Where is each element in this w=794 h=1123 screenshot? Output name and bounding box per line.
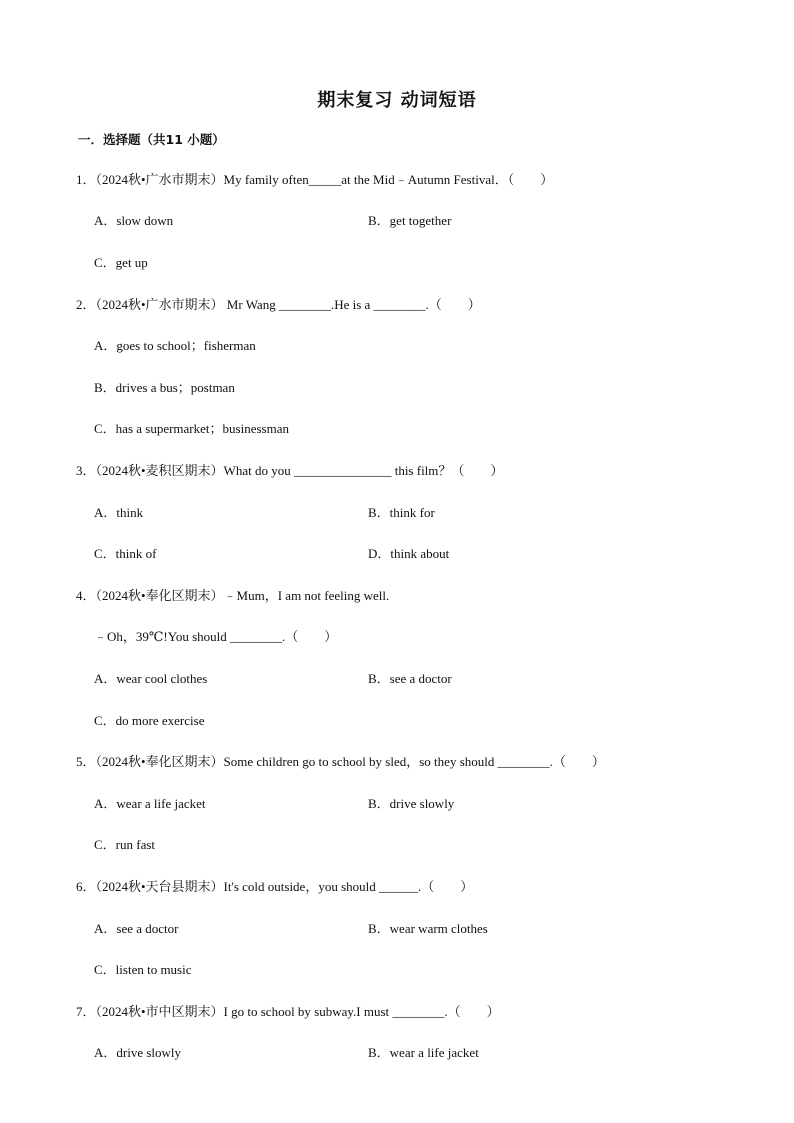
- q5-option-a: A．wear a life jacket: [94, 796, 206, 811]
- q5-option-c: C．run fast: [94, 837, 156, 852]
- q7-option-a: A．drive slowly: [94, 1045, 182, 1060]
- question-6: 6．（2024秋•天台县期末）It's cold outside，you should ______.（ ）: [76, 879, 474, 894]
- q3-option-d: D．think about: [368, 546, 450, 561]
- q3-option-c: C．think of: [94, 546, 157, 561]
- question-4-subline: ﹣Oh，39℃!You should ________.（ ）: [94, 629, 338, 644]
- question-7: 7．（2024秋•市中区期末）I go to school by subway.I must ________.（ ）: [76, 1004, 500, 1019]
- q7-option-b: B．wear a life jacket: [368, 1045, 479, 1060]
- q2-option-a: A．goes to school；fisherman: [94, 338, 256, 353]
- q1-option-b: B．get together: [368, 213, 452, 228]
- q6-option-a: A．see a doctor: [94, 921, 179, 936]
- question-4: 4．（2024秋•奉化区期末）﹣Mum，I am not feeling well.: [76, 588, 390, 603]
- q4-option-a: A．wear cool clothes: [94, 671, 208, 686]
- question-1: 1．（2024秋•广水市期末）My family often_____at the Mid﹣Autumn Festival．（ ）: [76, 172, 554, 187]
- q6-option-b: B．wear warm clothes: [368, 921, 488, 936]
- q3-option-b: B．think for: [368, 505, 435, 520]
- question-2: 2．（2024秋•广水市期末） Mr Wang ________.He is a ________.（ ）: [76, 297, 481, 312]
- q6-option-c: C．listen to music: [94, 962, 192, 977]
- page-title: 期末复习 动词短语: [317, 90, 477, 111]
- q3-option-a: A．think: [94, 505, 144, 520]
- q5-option-b: B．drive slowly: [368, 796, 455, 811]
- q1-option-c: C．get up: [94, 255, 148, 270]
- question-5: 5．（2024秋•奉化区期末）Some children go to school by sled，so they should ________.（ ）: [76, 754, 605, 769]
- q1-option-a: A．slow down: [94, 213, 174, 228]
- q4-option-c: C．do more exercise: [94, 713, 205, 728]
- question-3: 3．（2024秋•麦积区期末）What do you _______________ this film？（ ）: [76, 463, 504, 478]
- q2-option-c: C．has a supermarket；businessman: [94, 421, 289, 436]
- section-heading: 一．选择题（共11 小题）: [78, 132, 225, 147]
- q2-option-b: B．drives a bus；postman: [94, 380, 235, 395]
- q4-option-b: B．see a doctor: [368, 671, 452, 686]
